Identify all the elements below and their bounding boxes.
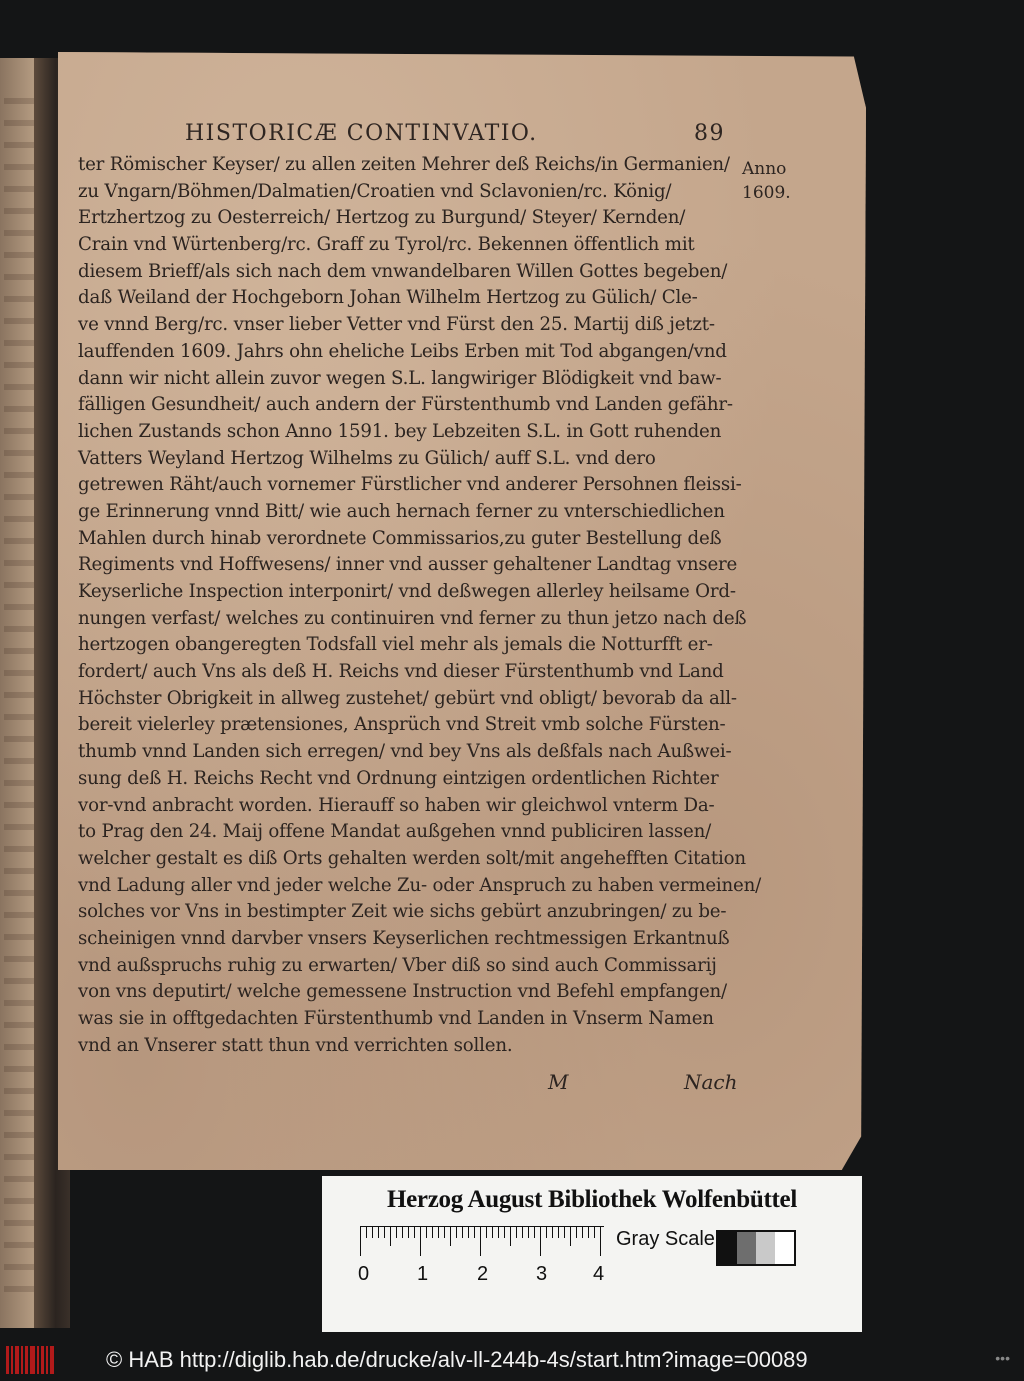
text-line: getrewen Räht/auch vornemer Fürstlicher vnd anderer Persohnen fleissi- (78, 474, 742, 496)
more-icon[interactable]: ••• (995, 1350, 1010, 1366)
text-line: nungen verfast/ welches zu continuiren vnd ferner zu thun jetzo nach deß (78, 607, 747, 629)
ruler-tick (570, 1226, 571, 1246)
margin-note (742, 157, 791, 205)
text-line: Ertzhertzog zu Oesterreich/ Hertzog zu Burgund/ Steyer/ Kernden/ (78, 207, 686, 229)
text-line: daß Weiland der Hochgeborn Johan Wilhelm Hertzog zu Gülich/ Cle- (78, 287, 698, 309)
scale-number: 0 (358, 1263, 370, 1285)
text-line: Keyserliche Inspection interponirt/ vnd deßwegen allerley heilsame Ord- (78, 581, 736, 602)
ruler-tick (498, 1226, 499, 1238)
text-line: lichen Zustands schon Anno 1591. bey Lebzeiten S.L. in Gott ruhenden (78, 420, 722, 442)
text-line: vnd außspruchs ruhig zu erwarten/ Vber diß so sind auch Commissarij (78, 954, 717, 976)
ruler-tick (516, 1226, 517, 1238)
ruler-tick (522, 1226, 523, 1238)
text-line: lauffenden 1609. Jahrs ohn eheliche Leibs Erben mit Tod abgangen/vnd (78, 340, 727, 362)
text-line: Regiments vnd Hoffwesens/ inner vnd ausser gehaltener Landtag vnsere (78, 554, 738, 576)
gray-swatch (756, 1232, 775, 1264)
text-line: to Prag den 24. Maij offene Mandat außgehen vnnd publiciren lassen/ (78, 821, 712, 843)
ruler-tick (492, 1226, 493, 1238)
text-line: fordert/ auch Vns als deß H. Reichs vnd dieser Fürstenthumb vnd Land (78, 661, 724, 683)
text-line: vnd an Vnserer statt thun vnd verrichten sollen. (78, 1034, 513, 1056)
page-number: 89 (694, 121, 725, 146)
text-line: ter Römischer Keyser/ zu allen zeiten Mehrer deß Reichs/in Germanien/ (78, 154, 730, 175)
ruler-tick (576, 1226, 577, 1238)
ruler-tick (528, 1226, 529, 1238)
ruler-tick (432, 1226, 433, 1238)
barcode-bar (37, 1346, 39, 1374)
barcode-bar (30, 1346, 35, 1374)
text-line: fälligen Gesundheit/ auch andern der Fürstenthumb vnd Landen gefähr- (78, 394, 733, 416)
scale-number: 2 (477, 1263, 489, 1285)
text-line: ge Erinnerung vnnd Bitt/ wie auch hernach ferner zu vnterschiedlichen (78, 500, 725, 522)
text-line: vnd Ladung aller vnd jeder welche Zu- oder Anspruch zu haben vermeinen/ (78, 874, 762, 896)
text-line: sung deß H. Reichs Recht vnd Ordnung eintzigen ordentlichen Richter (78, 767, 719, 789)
gray-swatch (775, 1232, 794, 1264)
ruler-tick (360, 1226, 361, 1256)
ruler-tick (486, 1226, 487, 1238)
scale-card (322, 1176, 862, 1332)
text-line: bereit vielerley prætensiones, Ansprüch vnd Streit vmb solche Fürsten- (78, 714, 726, 736)
barcode-bar (11, 1346, 13, 1374)
ruler-tick (582, 1226, 583, 1238)
centimeter-ruler (360, 1226, 604, 1262)
ruler-tick (444, 1226, 445, 1238)
ruler-tick (474, 1226, 475, 1238)
ruler-tick (390, 1226, 391, 1246)
running-header (185, 121, 745, 153)
ruler-tick (564, 1226, 565, 1238)
barcode-bar (15, 1346, 19, 1374)
text-line: hertzogen obangeregten Todsfall viel mehr als jemals die Notturfft er- (78, 634, 713, 656)
text-line: ve vnnd Berg/rc. vnser lieber Vetter vnd Fürst den 25. Martij diß jetzt- (78, 314, 715, 336)
ruler-tick (510, 1226, 511, 1246)
ruler-tick (588, 1226, 589, 1238)
text-line: scheinigen vnnd darvber vnsers Keyserlichen rechtmessigen Erkantnuß (78, 927, 730, 949)
signature-mark: M (548, 1070, 569, 1094)
barcode-bar (46, 1346, 48, 1374)
running-title: HISTORICÆ CONTINVATIO. (185, 121, 538, 146)
barcode-bar (25, 1346, 28, 1374)
ruler-tick (438, 1226, 439, 1238)
ruler-tick (558, 1226, 559, 1238)
ruler-tick (480, 1226, 481, 1256)
text-line: thumb vnnd Landen sich erregen/ vnd bey Vns als deßfals nach Außwei- (78, 741, 732, 763)
ruler-tick (504, 1226, 505, 1238)
text-line: Crain vnd Würtenberg/rc. Graff zu Tyrol/rc. Bekennen öffentlich mit (78, 234, 695, 256)
scale-number: 4 (593, 1263, 605, 1285)
barcode-bar (21, 1346, 23, 1374)
barcode-bar (41, 1346, 44, 1374)
ruler-tick (396, 1226, 397, 1238)
ruler-tick (402, 1226, 403, 1238)
text-line: dann wir nicht allein zuvor wegen S.L. langwiriger Blödigkeit vnd baw- (78, 367, 722, 389)
ruler-tick (414, 1226, 415, 1238)
text-line: welcher gestalt es diß Orts gehalten werden solt/mit angehefften Citation (78, 847, 746, 869)
barcode-icon (6, 1346, 54, 1374)
gray-swatch (718, 1232, 737, 1264)
margin-note-line: Anno (742, 159, 787, 179)
ruler-tick (372, 1226, 373, 1238)
ruler-tick (366, 1226, 367, 1238)
facing-page-text-bleed (4, 98, 34, 1298)
library-name: Herzog August Bibliothek Wolfenbüttel (386, 1186, 797, 1213)
ruler-tick (594, 1226, 595, 1238)
text-line: was sie in offtgedachten Fürstenthumb vnd Landen in Vnserm Namen (78, 1008, 714, 1029)
ruler-tick (408, 1226, 409, 1238)
ruler-tick (540, 1226, 541, 1256)
barcode-bar (50, 1346, 54, 1374)
ruler-tick (450, 1226, 451, 1246)
scale-number: 1 (417, 1263, 429, 1285)
ruler-tick (552, 1226, 553, 1238)
ruler-tick (546, 1226, 547, 1238)
viewer-footer (0, 1340, 1024, 1381)
text-line: Vatters Weyland Hertzog Wilhelms zu Gülich/ auff S.L. vnd dero (78, 447, 656, 469)
ruler-tick (534, 1226, 535, 1238)
ruler-tick (600, 1226, 601, 1256)
source-url[interactable]: © HAB http://diglib.hab.de/drucke/alv-ll-244b-4s/start.htm?image=00089 (106, 1347, 808, 1372)
barcode-bar (6, 1346, 9, 1374)
gray-swatch (737, 1232, 756, 1264)
gray-scale-swatches (716, 1230, 796, 1266)
text-line: Mahlen durch hinab verordnete Commissarios,zu guter Bestellung deß (78, 527, 722, 549)
body-text (78, 152, 762, 1059)
ruler-tick (426, 1226, 427, 1238)
catchword: Nach (684, 1070, 738, 1094)
ruler-tick (384, 1226, 385, 1238)
gray-scale-label: Gray Scale (616, 1228, 715, 1250)
text-line: von vns deputirt/ welche gemessene Instruction vnd Befehl empfangen/ (78, 981, 727, 1003)
margin-note-line: 1609. (742, 183, 791, 203)
text-line: zu Vngarn/Böhmen/Dalmatien/Croatien vnd Sclavonien/rc. König/ (78, 180, 672, 202)
ruler-tick (462, 1226, 463, 1238)
scale-number: 3 (536, 1263, 548, 1285)
text-line: vor-vnd anbracht worden. Hierauff so haben wir gleichwol vnterm Da- (78, 794, 715, 816)
ruler-tick (468, 1226, 469, 1238)
text-line: diesem Brieff/als sich nach dem vnwandelbaren Willen Gottes begeben/ (78, 260, 728, 282)
text-line: Höchster Obrigkeit in allweg zustehet/ gebürt vnd obligt/ bevorab da all- (78, 687, 737, 709)
ruler-tick (456, 1226, 457, 1238)
ruler-tick (420, 1226, 421, 1256)
text-line: solches vor Vns in bestimpter Zeit wie sichs gebürt anzubringen/ zu be- (78, 901, 727, 923)
ruler-tick (378, 1226, 379, 1238)
